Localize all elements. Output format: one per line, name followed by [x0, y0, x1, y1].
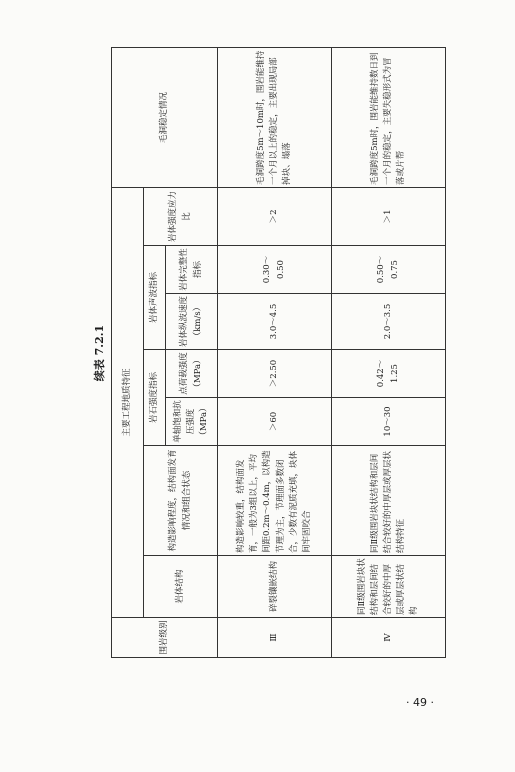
header-integrity: 岩体完整性指标: [166, 246, 218, 294]
cell-stability: 毛洞跨度5m时，围岩能维持数日到一个月的稳定，主要失稳形式为冒落或片帮: [332, 47, 446, 187]
table-caption: 续表 7.2.1: [93, 324, 106, 382]
cell-integrity: 0.50～0.75: [332, 246, 446, 294]
header-acoustic: 岩体声波指标: [144, 246, 166, 350]
cell-point-load: 0.42～1.25: [332, 350, 446, 398]
rock-classification-table: [111, 47, 446, 658]
header-stress-ratio: 岩体强度应力比: [144, 187, 218, 245]
header-rock-structure: 岩体结构: [144, 556, 218, 618]
cell-tectonic: 构造影响较重，结构面发育，一般为3组以上，平均间距0.2m～0.4m，以构造节理为主，节理面多数闭合，少数有泥质充填，块体间牢固咬合: [218, 446, 332, 556]
cell-stress-ratio: ＞1: [332, 187, 446, 245]
header-velocity: 岩体纵波速度（km/s）: [166, 294, 218, 350]
header-grade: 围岩级别: [112, 618, 218, 658]
page-number: · 49 ·: [406, 696, 434, 709]
cell-rock-structure: 碎裂镶嵌结构: [218, 556, 332, 618]
rotated-table-region: [89, 48, 445, 658]
cell-velocity: 2.0～3.5: [332, 294, 446, 350]
cell-rock-structure: 同Ⅱ级围岩块状结构和层间结合较好的中厚层或厚层状结构: [332, 556, 446, 618]
header-stability: 毛洞稳定情况: [112, 47, 218, 187]
header-rock-strength: 岩石强度指标: [144, 350, 166, 446]
cell-grade: Ⅳ: [332, 618, 446, 658]
cell-stability: 毛洞跨度5m～10m时，围岩能维持一个月以上的稳定，主要出现局部掉块、塌落: [218, 47, 332, 187]
cell-grade: Ⅲ: [218, 618, 332, 658]
table-row: [332, 47, 446, 657]
header-tectonic: 构造影响程度，结构面发育情况和组合状态: [144, 446, 218, 556]
header-main-features: 主要工程地质特征: [112, 187, 144, 617]
cell-stress-ratio: ＞2: [218, 187, 332, 245]
header-uniaxial: 单轴饱和抗压强度（MPa）: [166, 398, 218, 446]
table-row: [218, 47, 332, 657]
cell-velocity: 3.0～4.5: [218, 294, 332, 350]
cell-uniaxial: ＞60: [218, 398, 332, 446]
cell-integrity: 0.30～0.50: [218, 246, 332, 294]
cell-uniaxial: 10～30: [332, 398, 446, 446]
header-point-load: 点荷载强度（MPa）: [166, 350, 218, 398]
cell-point-load: ＞2.50: [218, 350, 332, 398]
cell-tectonic: 同Ⅱ级围岩块状结构和层间结合较好的中厚层或厚层状结构特征: [332, 446, 446, 556]
